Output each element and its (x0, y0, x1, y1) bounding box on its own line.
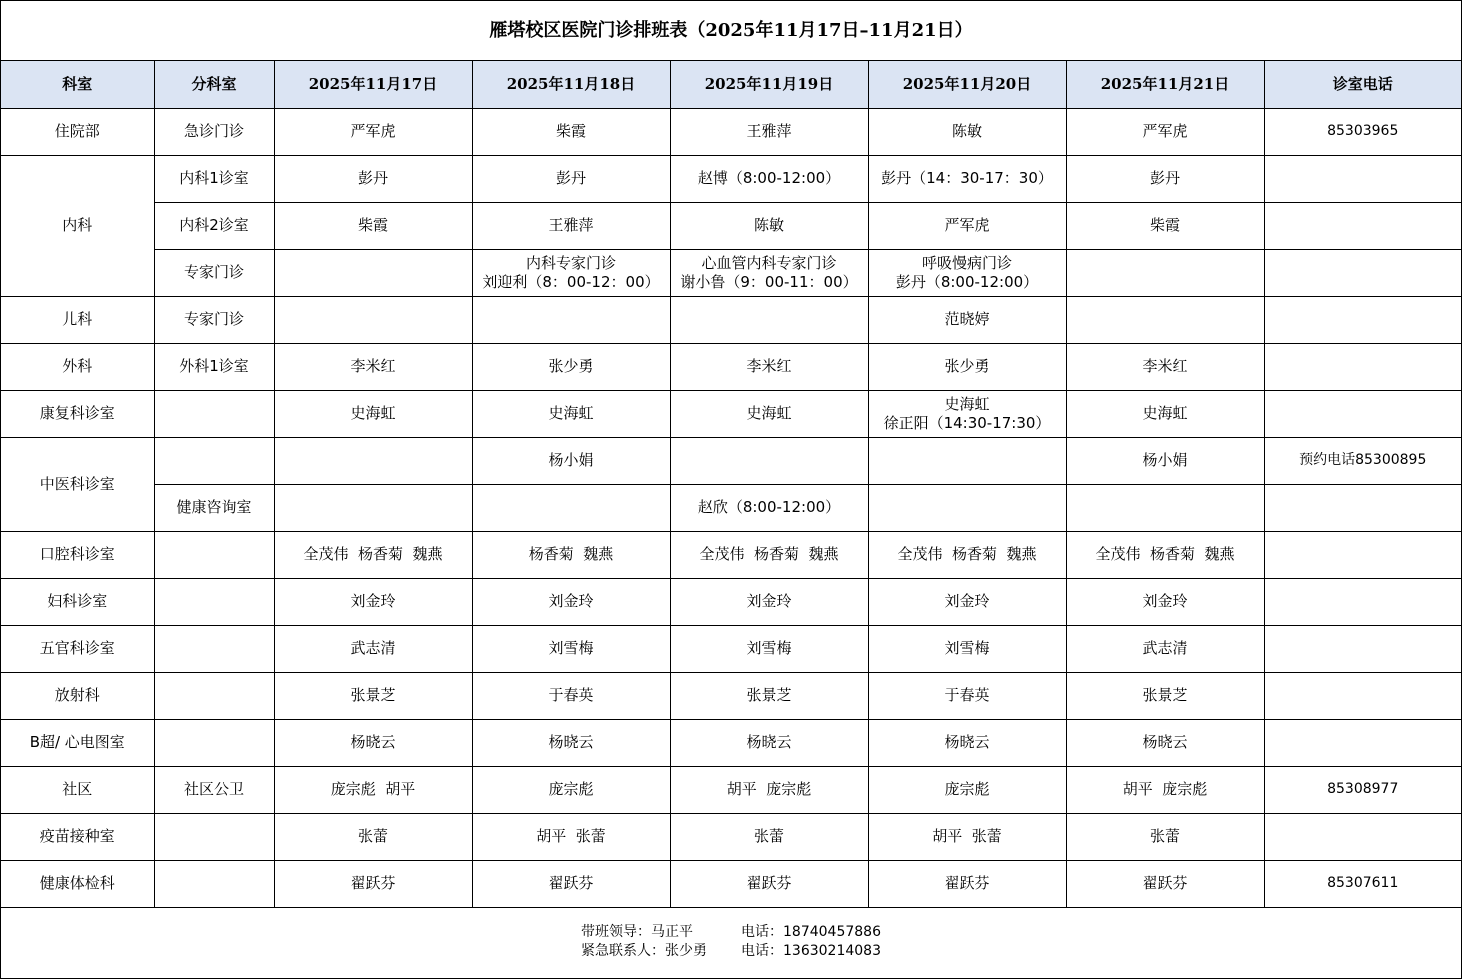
doctor-hours: 彭丹（8:00-12:00） (895, 272, 1039, 291)
phone-cell (1264, 719, 1461, 766)
schedule-cell: 胡平 庞宗彪 (1066, 766, 1264, 813)
schedule-cell: 范晓婷 (868, 296, 1066, 343)
schedule-cell: 王雅萍 (472, 202, 670, 249)
schedule-cell: 史海虹 (274, 390, 472, 437)
phone-cell (1264, 531, 1461, 578)
dept-cell: 社区 (1, 766, 154, 813)
subdept-cell: 内科1诊室 (154, 155, 274, 202)
schedule-cell: 张景芝 (670, 672, 868, 719)
dept-cell: 内科 (1, 155, 154, 296)
header-subdept: 分科室 (154, 61, 274, 108)
dept-cell: 放射科 (1, 672, 154, 719)
schedule-cell: 李米红 (670, 343, 868, 390)
schedule-cell: 杨晓云 (670, 719, 868, 766)
subdept-cell (154, 672, 274, 719)
phone-cell: 预约电话85300895 (1264, 437, 1461, 484)
dept-cell: 五官科诊室 (1, 625, 154, 672)
table-row (1, 343, 1461, 390)
subdept-cell (154, 437, 274, 484)
leader-name: 带班领导：马正平 (581, 924, 693, 940)
schedule-cell: 史海虹 (1066, 390, 1264, 437)
schedule-cell: 翟跃芬 (472, 860, 670, 907)
header-date-4: 2025年11月20日 (868, 61, 1066, 108)
subdept-cell: 专家门诊 (154, 296, 274, 343)
table-row (1, 155, 1461, 202)
schedule-cell: 史海虹 (472, 390, 670, 437)
phone-cell (1264, 155, 1461, 202)
schedule-cell: 杨小娟 (1066, 437, 1264, 484)
schedule-cell: 柴霞 (1066, 202, 1264, 249)
schedule-cell (868, 249, 1066, 296)
schedule-cell (472, 484, 670, 531)
schedule-cell: 张少勇 (868, 343, 1066, 390)
dept-cell: 中医科诊室 (1, 437, 154, 531)
schedule-cell: 翟跃芬 (868, 860, 1066, 907)
schedule-cell (1066, 296, 1264, 343)
schedule-table (1, 61, 1461, 908)
table-row (1, 766, 1461, 813)
schedule-cell: 严军虎 (1066, 108, 1264, 155)
schedule-cell: 杨晓云 (274, 719, 472, 766)
phone-cell (1264, 249, 1461, 296)
schedule-cell: 刘金玲 (868, 578, 1066, 625)
subdept-cell (154, 719, 274, 766)
schedule-cell: 彭丹 (1066, 155, 1264, 202)
leader-line (581, 923, 881, 942)
schedule-cell: 严军虎 (868, 202, 1066, 249)
table-row (1, 296, 1461, 343)
page-title: 雁塔校区医院门诊排班表（2025年11月17日–11月21日） (1, 1, 1461, 61)
table-row (1, 672, 1461, 719)
dept-cell: 疫苗接种室 (1, 813, 154, 860)
doctor-hours: 徐正阳（14:30-17:30） (883, 413, 1051, 432)
phone-cell (1264, 625, 1461, 672)
schedule-cell (868, 484, 1066, 531)
clinic-name: 心血管内科专家门诊 (701, 253, 837, 272)
phone-cell (1264, 672, 1461, 719)
emergency-contact-name: 紧急联系人：张少勇 (581, 943, 707, 959)
subdept-cell: 专家门诊 (154, 249, 274, 296)
schedule-cell: 杨晓云 (868, 719, 1066, 766)
table-row (1, 202, 1461, 249)
schedule-cell: 全茂伟 杨香菊 魏燕 (1066, 531, 1264, 578)
dept-cell: B超/ 心电图室 (1, 719, 154, 766)
schedule-cell: 于春英 (868, 672, 1066, 719)
clinic-name: 内科专家门诊 (525, 253, 616, 272)
schedule-cell (472, 296, 670, 343)
schedule-cell: 胡平 张蕾 (868, 813, 1066, 860)
schedule-cell: 翟跃芬 (274, 860, 472, 907)
schedule-cell: 胡平 张蕾 (472, 813, 670, 860)
schedule-cell (670, 437, 868, 484)
table-row (1, 390, 1461, 437)
clinic-name: 呼吸慢病门诊 (921, 253, 1012, 272)
schedule-cell: 刘雪梅 (670, 625, 868, 672)
contact-footer (1, 908, 1461, 977)
subdept-cell (154, 813, 274, 860)
schedule-cell: 彭丹 (274, 155, 472, 202)
schedule-cell (868, 390, 1066, 437)
subdept-cell (154, 531, 274, 578)
schedule-cell: 杨小娟 (472, 437, 670, 484)
phone-cell (1264, 578, 1461, 625)
table-row (1, 437, 1461, 484)
phone-cell: 85307611 (1264, 860, 1461, 907)
schedule-cell: 张蕾 (1066, 813, 1264, 860)
schedule-cell: 庞宗彪 (472, 766, 670, 813)
schedule-cell: 刘雪梅 (868, 625, 1066, 672)
schedule-cell: 史海虹 (670, 390, 868, 437)
schedule-cell: 庞宗彪 (868, 766, 1066, 813)
dept-cell: 住院部 (1, 108, 154, 155)
schedule-cell: 陈敏 (868, 108, 1066, 155)
header-row (1, 61, 1461, 108)
table-row (1, 578, 1461, 625)
schedule-cell: 张景芝 (1066, 672, 1264, 719)
phone-cell (1264, 390, 1461, 437)
table-row (1, 108, 1461, 155)
table-row (1, 625, 1461, 672)
schedule-cell (670, 249, 868, 296)
schedule-cell: 全茂伟 杨香菊 魏燕 (868, 531, 1066, 578)
table-row (1, 484, 1461, 531)
phone-cell: 85308977 (1264, 766, 1461, 813)
schedule-cell: 刘金玲 (670, 578, 868, 625)
subdept-cell: 急诊门诊 (154, 108, 274, 155)
dept-cell: 妇科诊室 (1, 578, 154, 625)
phone-cell: 85303965 (1264, 108, 1461, 155)
schedule-cell: 全茂伟 杨香菊 魏燕 (670, 531, 868, 578)
schedule-cell: 刘金玲 (274, 578, 472, 625)
schedule-cell: 彭丹 (472, 155, 670, 202)
phone-cell (1264, 296, 1461, 343)
table-row (1, 719, 1461, 766)
header-date-5: 2025年11月21日 (1066, 61, 1264, 108)
schedule-cell (274, 296, 472, 343)
dept-cell: 健康体检科 (1, 860, 154, 907)
table-row (1, 860, 1461, 907)
schedule-cell: 张少勇 (472, 343, 670, 390)
subdept-cell (154, 578, 274, 625)
schedule-cell: 赵博（8:00-12:00） (670, 155, 868, 202)
doctor-name: 史海虹 (944, 394, 990, 413)
schedule-cell: 刘金玲 (1066, 578, 1264, 625)
doctor-hours: 谢小鲁（9：00-11：00） (680, 272, 858, 291)
schedule-cell: 武志清 (274, 625, 472, 672)
schedule-cell: 严军虎 (274, 108, 472, 155)
phone-cell (1264, 202, 1461, 249)
phone-cell (1264, 813, 1461, 860)
schedule-cell: 李米红 (274, 343, 472, 390)
schedule-cell: 杨香菊 魏燕 (472, 531, 670, 578)
phone-cell (1264, 484, 1461, 531)
schedule-cell: 刘金玲 (472, 578, 670, 625)
dept-cell: 口腔科诊室 (1, 531, 154, 578)
table-row (1, 813, 1461, 860)
table-row (1, 531, 1461, 578)
schedule-cell: 武志清 (1066, 625, 1264, 672)
emergency-contact-phone: 电话：13630214083 (741, 943, 881, 959)
subdept-cell: 外科1诊室 (154, 343, 274, 390)
header-date-1: 2025年11月17日 (274, 61, 472, 108)
table-row (1, 249, 1461, 296)
schedule-cell (274, 249, 472, 296)
leader-phone: 电话：18740457886 (741, 924, 881, 940)
phone-cell (1264, 343, 1461, 390)
header-date-3: 2025年11月19日 (670, 61, 868, 108)
schedule-cell: 张蕾 (274, 813, 472, 860)
schedule-cell (274, 484, 472, 531)
schedule-cell: 翟跃芬 (1066, 860, 1264, 907)
schedule-cell (1066, 249, 1264, 296)
schedule-cell: 柴霞 (472, 108, 670, 155)
schedule-cell: 胡平 庞宗彪 (670, 766, 868, 813)
dept-cell: 康复科诊室 (1, 390, 154, 437)
subdept-cell: 健康咨询室 (154, 484, 274, 531)
emergency-line (581, 942, 881, 961)
schedule-cell: 柴霞 (274, 202, 472, 249)
schedule-cell: 杨晓云 (472, 719, 670, 766)
subdept-cell: 社区公卫 (154, 766, 274, 813)
subdept-cell: 内科2诊室 (154, 202, 274, 249)
schedule-cell: 翟跃芬 (670, 860, 868, 907)
dept-cell: 外科 (1, 343, 154, 390)
schedule-cell: 全茂伟 杨香菊 魏燕 (274, 531, 472, 578)
schedule-cell (868, 437, 1066, 484)
schedule-cell: 于春英 (472, 672, 670, 719)
schedule-cell: 李米红 (1066, 343, 1264, 390)
schedule-cell (472, 249, 670, 296)
schedule-cell (1066, 484, 1264, 531)
schedule-cell: 张景芝 (274, 672, 472, 719)
subdept-cell (154, 625, 274, 672)
schedule-cell (274, 437, 472, 484)
schedule-cell: 张蕾 (670, 813, 868, 860)
schedule-cell: 赵欣（8:00-12:00） (670, 484, 868, 531)
schedule-cell: 刘雪梅 (472, 625, 670, 672)
schedule-cell: 陈敏 (670, 202, 868, 249)
subdept-cell (154, 390, 274, 437)
schedule-cell: 杨晓云 (1066, 719, 1264, 766)
doctor-hours: 刘迎利（8：00-12：00） (482, 272, 660, 291)
header-date-2: 2025年11月18日 (472, 61, 670, 108)
schedule-cell: 王雅萍 (670, 108, 868, 155)
schedule-cell (670, 296, 868, 343)
header-dept: 科室 (1, 61, 154, 108)
dept-cell: 儿科 (1, 296, 154, 343)
header-phone: 诊室电话 (1264, 61, 1461, 108)
subdept-cell (154, 860, 274, 907)
schedule-cell: 庞宗彪 胡平 (274, 766, 472, 813)
schedule-cell: 彭丹（14：30-17：30） (868, 155, 1066, 202)
